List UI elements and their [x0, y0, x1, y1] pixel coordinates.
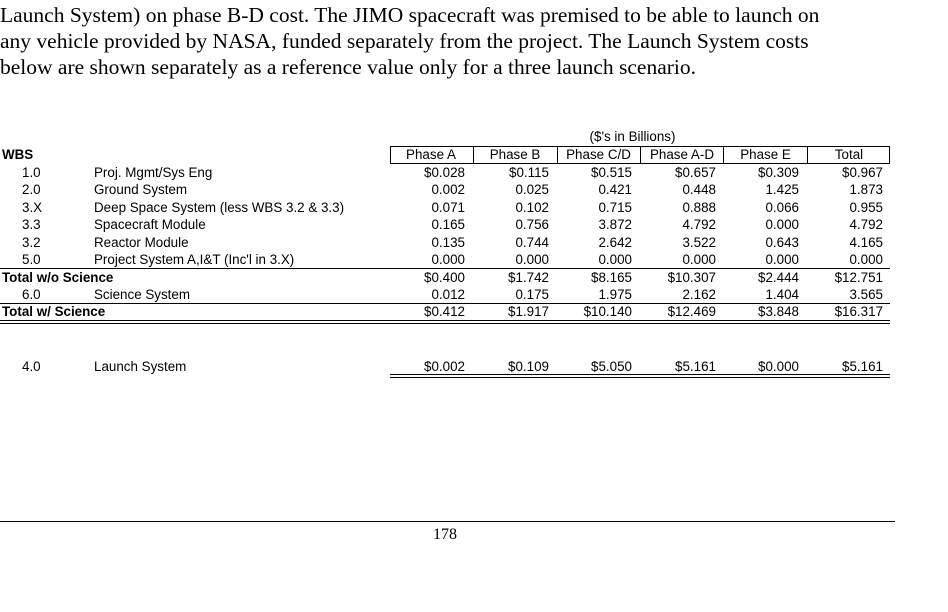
table-cell: 0.175 — [515, 287, 549, 302]
table-cell: $16.317 — [834, 304, 883, 319]
table-cell: 0.000 — [598, 252, 632, 267]
table-cell: 0.000 — [682, 252, 716, 267]
wbs-number: 3.X — [22, 200, 43, 215]
table-cell: 4.792 — [849, 217, 883, 232]
row-label: Project System A,I&T (Inc'l in 3.X) — [94, 252, 295, 267]
table-cell: 0.102 — [515, 200, 549, 215]
table-cell: 0.955 — [849, 200, 883, 215]
table-cell: 0.000 — [765, 217, 799, 232]
table-cell: 0.002 — [431, 182, 465, 197]
table-cell: 2.162 — [682, 287, 716, 302]
table-cell: $1.742 — [508, 270, 549, 285]
table-cell: $10.140 — [583, 304, 632, 319]
table-cell: $0.657 — [675, 165, 716, 180]
row-label: Proj. Mgmt/Sys Eng — [94, 165, 213, 180]
table-cell: $12.751 — [834, 270, 883, 285]
column-header-phase-ad: Phase A-D — [649, 147, 714, 162]
table-cell: $0.515 — [591, 165, 632, 180]
table-cell: $5.050 — [591, 359, 632, 374]
wbs-number: 2.0 — [22, 182, 41, 197]
table-cell: 1.873 — [849, 182, 883, 197]
table-cell: 1.404 — [765, 287, 799, 302]
wbs-number: 1.0 — [22, 165, 41, 180]
table-cell: 4.165 — [849, 235, 883, 250]
wbs-number: 6.0 — [22, 287, 41, 302]
table-cell: $0.967 — [842, 165, 883, 180]
wbs-header: WBS — [2, 147, 34, 162]
table-cell: 0.643 — [765, 235, 799, 250]
table-cell: 0.715 — [598, 200, 632, 215]
table-cell: 1.425 — [765, 182, 799, 197]
row-label: Reactor Module — [94, 235, 189, 250]
table-cell: 0.421 — [598, 182, 632, 197]
paragraph-line: any vehicle provided by NASA, funded separately from the project. The Launch System costs — [0, 29, 809, 53]
wbs-number: 3.2 — [22, 235, 41, 250]
table-cell: $0.400 — [424, 270, 465, 285]
table-cell: $5.161 — [842, 359, 883, 374]
paragraph-line: Launch System) on phase B-D cost. The JIMO spacecraft was premised to be able to launch on — [0, 3, 820, 27]
table-cell: $1.917 — [508, 304, 549, 319]
table-cell: 0.756 — [515, 217, 549, 232]
body-paragraph — [0, 2, 948, 80]
table-cell: 0.165 — [431, 217, 465, 232]
column-header-phase-cd: Phase C/D — [566, 147, 631, 162]
table-cell: $2.444 — [758, 270, 799, 285]
table-cell: 0.000 — [431, 252, 465, 267]
table-cell: 0.000 — [849, 252, 883, 267]
table-cell: 0.000 — [515, 252, 549, 267]
total-w-science-label: Total w/ Science — [2, 304, 106, 319]
table-cell: $0.309 — [758, 165, 799, 180]
row-label: Spacecraft Module — [94, 217, 206, 232]
table-cell: 3.872 — [598, 217, 632, 232]
table-cell: $0.412 — [424, 304, 465, 319]
column-header-phase-b: Phase B — [489, 147, 541, 162]
table-cell: 0.066 — [765, 200, 799, 215]
column-header-phase-a: Phase A — [406, 147, 456, 162]
table-cell: $12.469 — [667, 304, 716, 319]
table-cell: 3.565 — [849, 287, 883, 302]
table-cell: $0.115 — [509, 165, 549, 180]
column-header-phase-e: Phase E — [740, 147, 791, 162]
total-wo-science-label: Total w/o Science — [2, 270, 114, 285]
table-cell: $10.307 — [667, 270, 716, 285]
wbs-number: 4.0 — [22, 359, 41, 374]
table-cell: 1.975 — [598, 287, 632, 302]
footer-rule — [0, 521, 895, 522]
table-cell: 0.071 — [431, 200, 465, 215]
wbs-number: 3.3 — [22, 217, 41, 232]
row-label: Deep Space System (less WBS 3.2 & 3.3) — [94, 200, 345, 215]
table-cell: $0.109 — [508, 359, 549, 374]
table-cell: 0.012 — [431, 287, 465, 302]
row-label: Ground System — [94, 182, 188, 197]
table-cell: 0.135 — [431, 235, 465, 250]
table-cell: $8.165 — [591, 270, 632, 285]
table-cell: 4.792 — [682, 217, 716, 232]
paragraph-line: below are shown separately as a reference value only for a three launch scenario. — [0, 55, 697, 79]
table-cell: $3.848 — [758, 304, 799, 319]
table-cell: 0.000 — [765, 252, 799, 267]
row-label: Science System — [94, 287, 191, 302]
row-label: Launch System — [94, 359, 187, 374]
table-cell: 0.744 — [515, 235, 549, 250]
table-cell: $0.002 — [424, 359, 465, 374]
table-cell: 2.642 — [598, 235, 632, 250]
table-cell: 0.888 — [682, 200, 716, 215]
table-cell: $0.028 — [424, 165, 465, 180]
table-cell: 0.025 — [515, 182, 549, 197]
table-cell: $5.161 — [675, 359, 716, 374]
table-cell: 0.448 — [682, 182, 716, 197]
table-cell: $0.000 — [758, 359, 799, 374]
table-cell: 3.522 — [682, 235, 716, 250]
wbs-number: 5.0 — [22, 252, 41, 267]
page-number: 178 — [433, 526, 457, 543]
units-caption: ($'s in Billions) — [589, 129, 676, 144]
column-header-total: Total — [834, 147, 864, 162]
